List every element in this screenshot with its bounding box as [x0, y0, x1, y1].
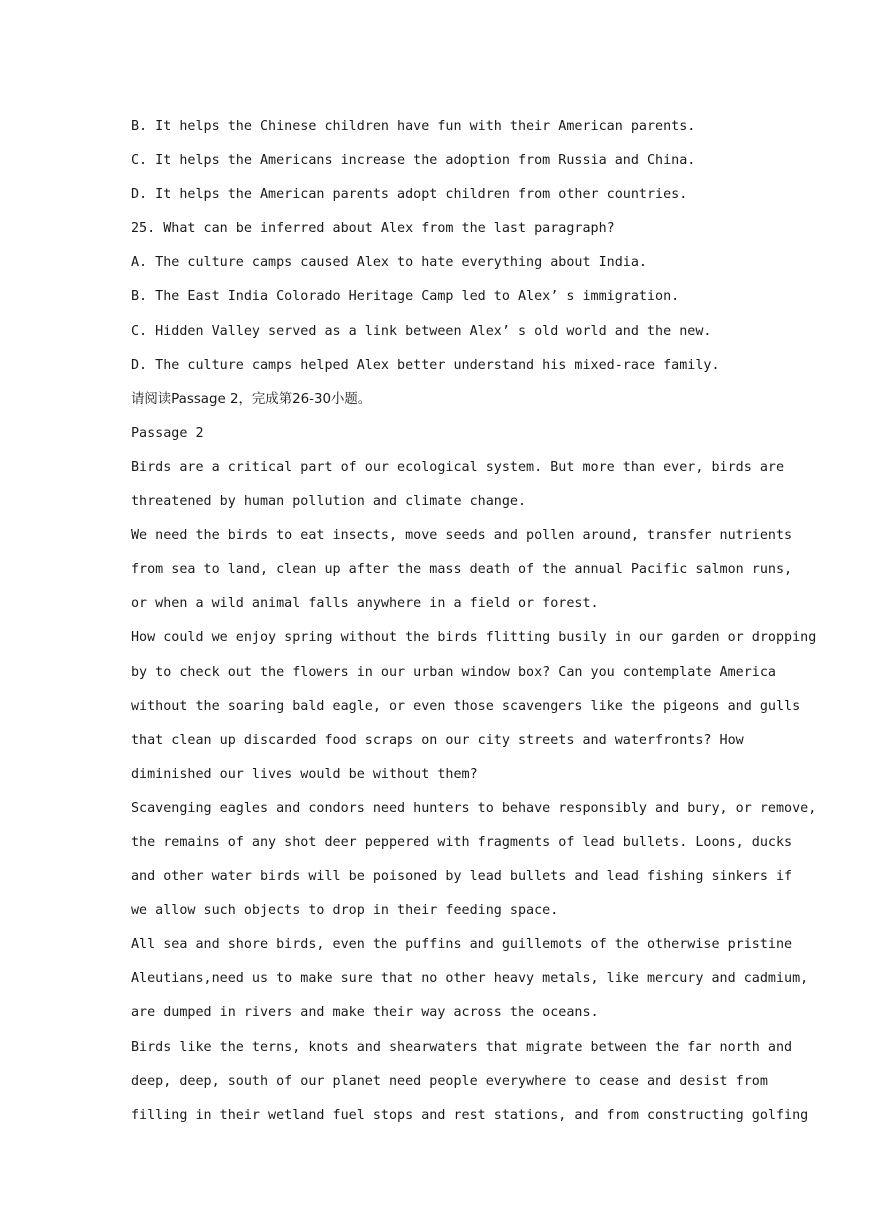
passage-title: Passage 2 — [131, 425, 204, 441]
passage-line: that clean up discarded food scraps on our city streets and waterfronts? How — [131, 732, 744, 748]
passage-line: Birds like the terns, knots and shearwaters that migrate between the far north and — [131, 1039, 793, 1055]
passage-line: without the soaring bald eagle, or even those scavengers like the pigeons and gulls — [131, 698, 801, 714]
reading-instruction: 请阅读Passage 2，完成第26-30小题。 — [131, 391, 372, 407]
passage-line: we allow such objects to drop in their feeding space. — [131, 903, 559, 919]
passage-line: filling in their wetland fuel stops and rest stations, and from constructing golfing — [131, 1107, 809, 1123]
passage-line: All sea and shore birds, even the puffins and guillemots of the otherwise pristine — [131, 937, 793, 953]
option-d-q24: D. It helps the American parents adopt children from other countries. — [131, 187, 688, 203]
passage-line: threatened by human pollution and climate change. — [131, 494, 527, 510]
option-d-q25: D. The culture camps helped Alex better understand his mixed-race family. — [131, 357, 720, 373]
option-b-q25: B. The East India Colorado Heritage Camp led to Alex’ s immigration. — [131, 289, 680, 305]
passage-line: Birds are a critical part of our ecological system. But more than ever, birds are — [131, 459, 785, 475]
option-b-q24: B. It helps the Chinese children have fun with their American parents. — [131, 119, 696, 134]
passage-line: We need the birds to eat insects, move seeds and pollen around, transfer nutrients — [131, 528, 793, 544]
passage-line: deep, deep, south of our planet need people everywhere to cease and desist from — [131, 1073, 768, 1089]
option-a-q25: A. The culture camps caused Alex to hate everything about India. — [131, 255, 647, 271]
passage-line: are dumped in rivers and make their way across the oceans. — [131, 1005, 599, 1021]
option-c-q24: C. It helps the Americans increase the adoption from Russia and China. — [131, 153, 696, 169]
option-c-q25: C. Hidden Valley served as a link between Alex’ s old world and the new. — [131, 323, 712, 339]
question-25-stem: 25. What can be inferred about Alex from the last paragraph? — [131, 221, 615, 237]
passage-line: diminished our lives would be without them? — [131, 766, 478, 782]
document-page — [131, 110, 817, 1133]
passage-line: by to check out the flowers in our urban window box? Can you contemplate America — [131, 664, 776, 680]
passage-line: and other water birds will be poisoned by lead bullets and lead fishing sinkers if — [131, 869, 793, 885]
passage-line: Aleutians,need us to make sure that no other heavy metals, like mercury and cadmium, — [131, 971, 809, 987]
passage-line: Scavenging eagles and condors need hunters to behave responsibly and bury, or remove, — [131, 800, 817, 816]
passage-line: or when a wild animal falls anywhere in a field or forest. — [131, 596, 599, 612]
passage-line: How could we enjoy spring without the birds flitting busily in our garden or dropping — [131, 630, 817, 646]
passage-line: the remains of any shot deer peppered with fragments of lead bullets. Loons, ducks — [131, 834, 793, 850]
passage-line: from sea to land, clean up after the mass death of the annual Pacific salmon runs, — [131, 562, 793, 578]
